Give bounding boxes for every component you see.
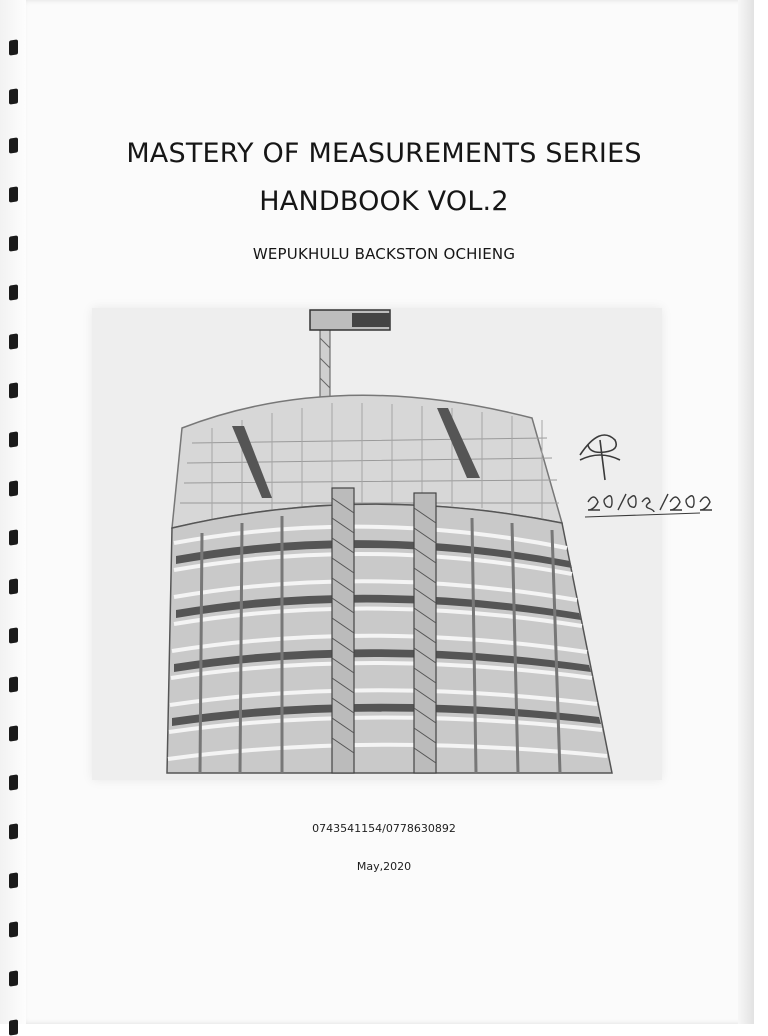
title-line-1: MASTERY OF MEASUREMENTS SERIES <box>126 138 642 169</box>
binding-hole <box>9 970 18 986</box>
author-name: WEPUKHULU BACKSTON OCHIENG <box>252 245 516 263</box>
binding-hole <box>9 88 18 104</box>
binding-hole <box>9 774 18 790</box>
binding-hole <box>9 676 18 692</box>
binding-hole <box>9 382 18 398</box>
binding-hole <box>9 872 18 888</box>
building-illustration <box>92 308 662 780</box>
binding-hole <box>9 725 18 741</box>
binding-hole <box>9 1019 18 1035</box>
binding-hole <box>9 480 18 496</box>
binding-hole <box>9 333 18 349</box>
binding-hole <box>9 627 18 643</box>
binding-hole <box>9 578 18 594</box>
binding-hole <box>9 431 18 447</box>
binding-hole <box>9 529 18 545</box>
cover-photo <box>92 308 662 780</box>
binding-hole <box>9 39 18 55</box>
contact-phone: 0743541154/0778630892 <box>312 822 456 835</box>
signature-mark <box>560 420 730 540</box>
publication-date: May,2020 <box>356 860 412 873</box>
handwritten-annotation <box>560 420 730 540</box>
title-line-2: HANDBOOK VOL.2 <box>259 186 509 217</box>
binding-hole <box>9 921 18 937</box>
binding-hole <box>9 284 18 300</box>
